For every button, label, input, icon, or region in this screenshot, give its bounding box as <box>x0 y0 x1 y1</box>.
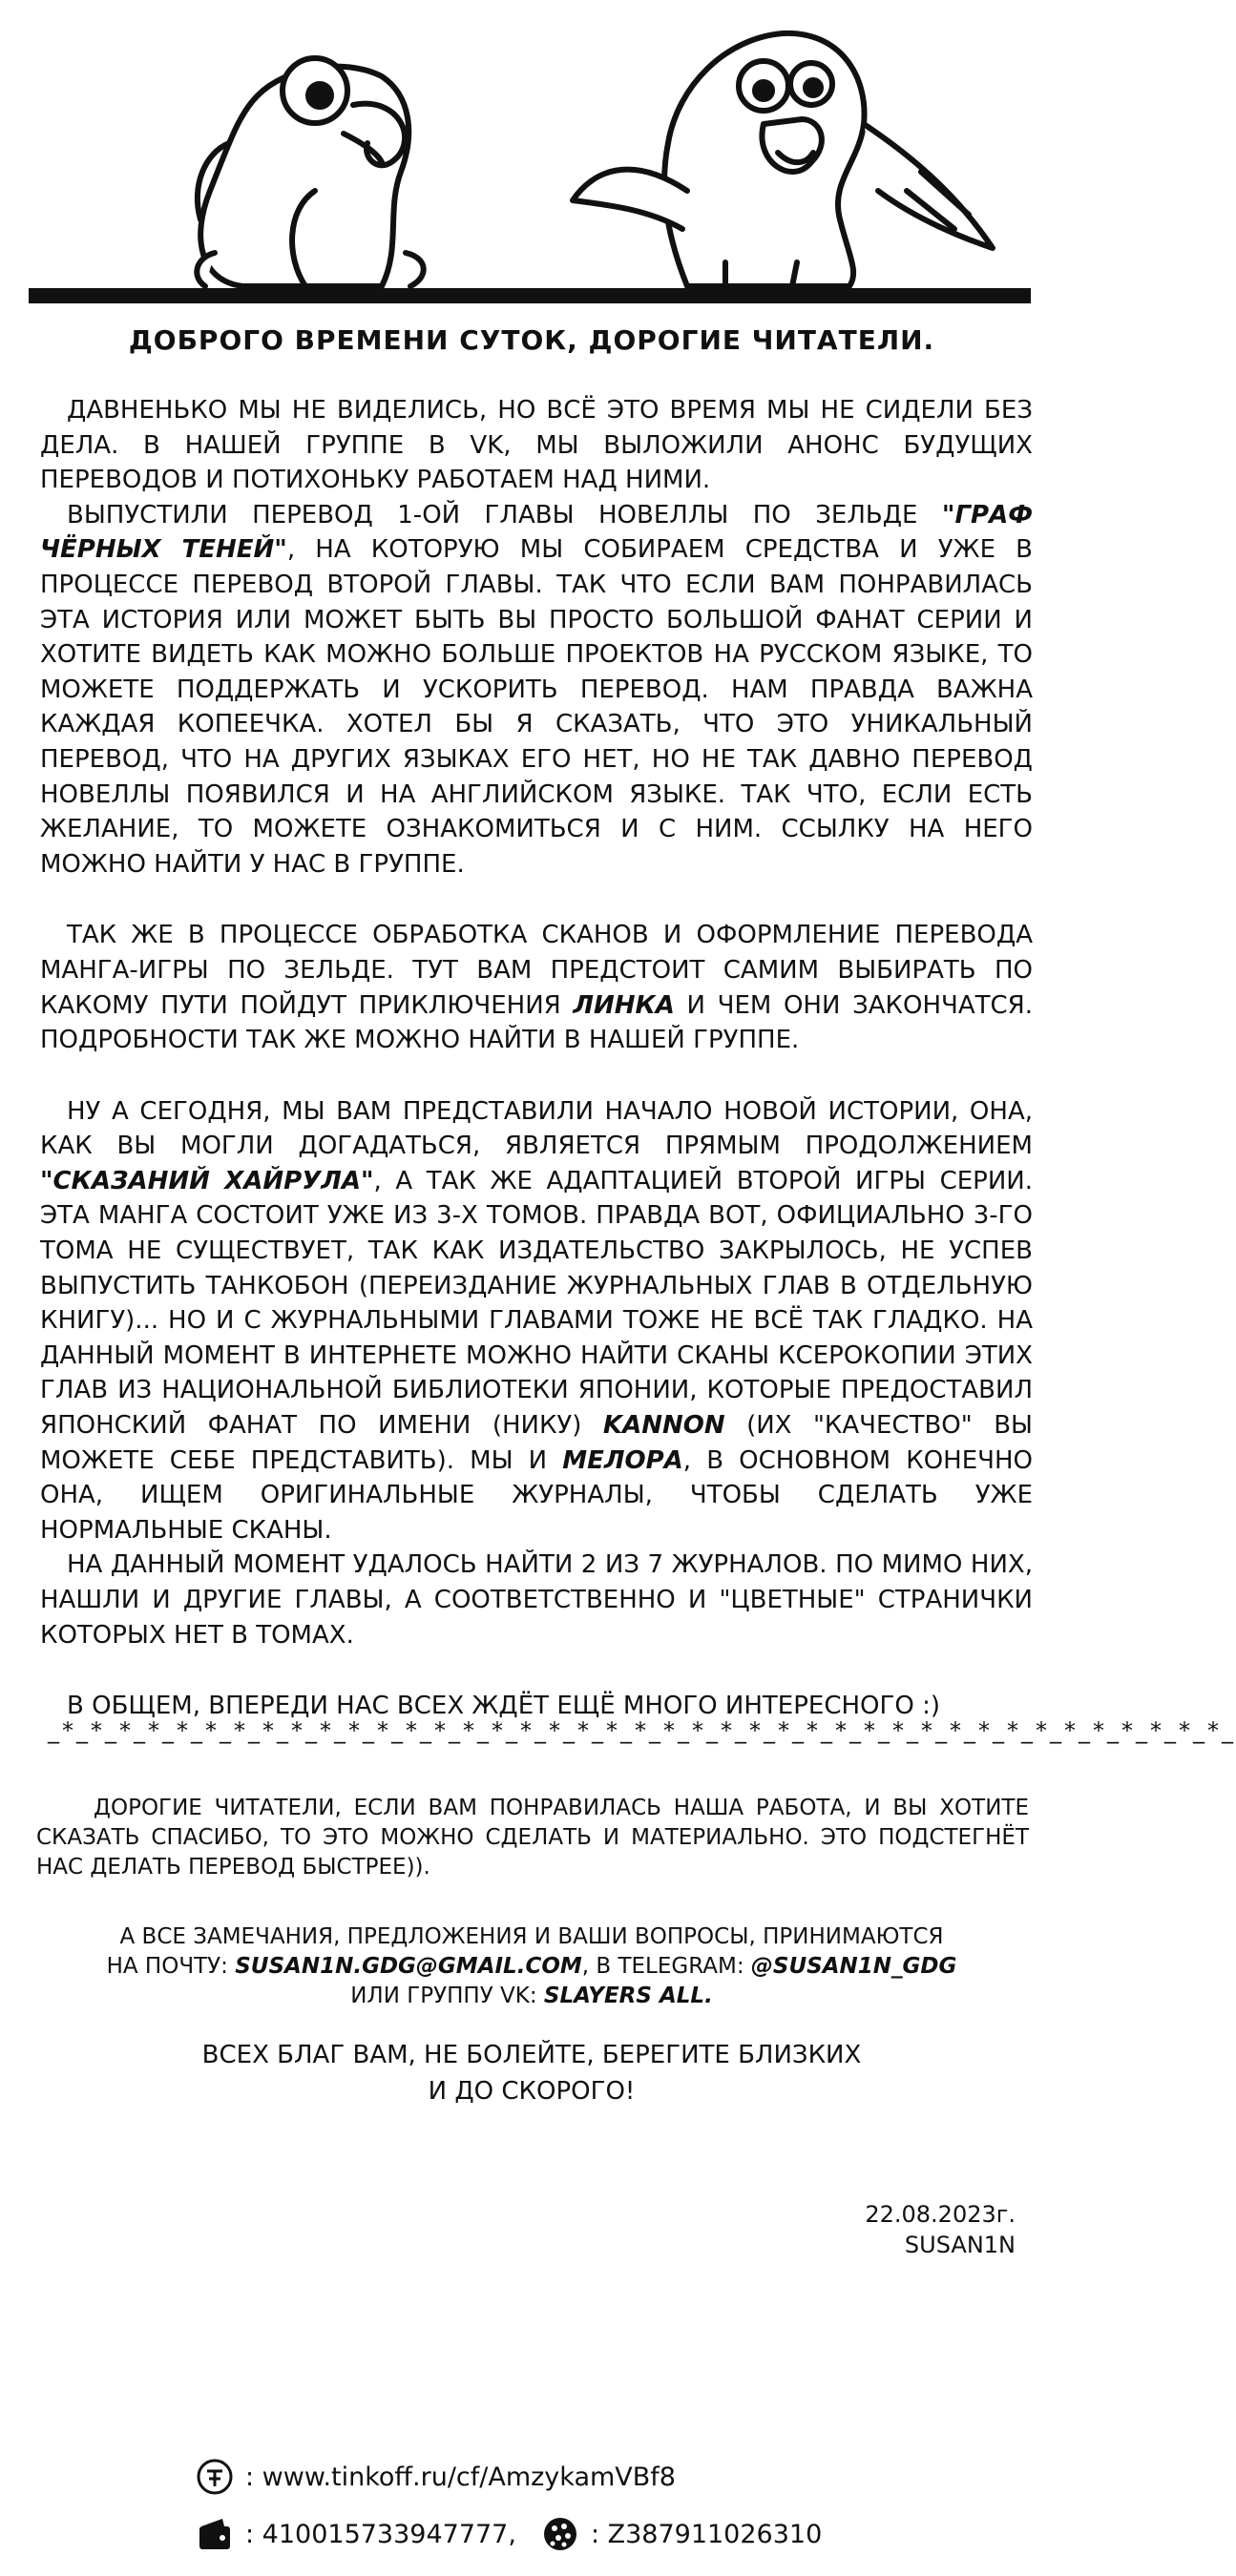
title-graf: "ГРАФ ЧЁРНЫХ ТЕНЕЙ" <box>40 500 1033 565</box>
tinkoff-row <box>196 2458 676 2496</box>
signature-name: SUSAN1N <box>904 2232 1016 2258</box>
name-kannon: KANNON <box>602 1411 725 1441</box>
page-heading: ДОБРОГО ВРЕМЕНИ СУТОК, ДОРОГИЕ ЧИТАТЕЛИ. <box>128 324 935 356</box>
name-melora: МЕЛОРА <box>562 1445 683 1475</box>
paragraph-manga-game: ТАК ЖЕ В ПРОЦЕССЕ ОБРАБОТКА СКАНОВ И ОФОРМЛЕНИЕ ПЕРЕВОДА МАНГА-ИГРЫ ПО ЗЕЛЬДЕ. ТУТ ВАМ ПРЕДСТОИТ САМИМ ВЫБИРАТЬ ПО КАКОМУ ПУТИ ПОЙДУТ ПРИКЛЮЧЕНИЯ ЛИНКА И ЧЕМ ОНИ ЗАКОНЧАТСЯ. ПОДРОБНОСТИ ТАК ЖЕ МОЖНО НАЙТИ В НАШЕЙ ГРУППЕ. <box>40 921 1033 1055</box>
yoomoney-wallet-icon <box>196 2515 234 2553</box>
tinkoff-logo-icon <box>196 2458 234 2496</box>
paragraph-group-news: ДАВНЕНЬКО МЫ НЕ ВИДЕЛИСЬ, НО ВСЁ ЭТО ВРЕМЯ МЫ НЕ СИДЕЛИ БЕЗ ДЕЛА. В НАШЕЙ ГРУППЕ В VK, МЫ ВЫЛОЖИЛИ АНОНС БУДУЩИХ ПЕРЕВОДОВ И ПОТИХОНЬКУ РАБОТАЕМ НАД НИМИ. <box>40 396 1033 495</box>
contacts-block: А ВСЕ ЗАМЕЧАНИЯ, ПРЕДЛОЖЕНИЯ И ВАШИ ВОПРОСЫ, ПРИНИМАЮТСЯ НА ПОЧТУ: SUSAN1N.GDG@GMAIL.COM, В TELEGRAM: @SUSAN1N_GDG ИЛИ ГРУППУ VK: SLAYERS ALL. <box>106 1924 957 2008</box>
vk-link[interactable]: SLAYERS ALL. <box>543 1984 713 2008</box>
telegram-link[interactable]: @SUSAN1N_GDG <box>750 1954 957 1979</box>
webmoney-number[interactable]: : Z387911026310 <box>590 2519 823 2549</box>
tinkoff-link[interactable]: : www.tinkoff.ru/cf/AmzykamVBf8 <box>245 2462 676 2492</box>
right-parrot <box>573 33 993 286</box>
paragraph-magazines: НА ДАННЫЙ МОМЕНТ УДАЛОСЬ НАЙТИ 2 ИЗ 7 ЖУРНАЛОВ. ПО МИМО НИХ, НАШЛИ И ДРУГИЕ ГЛАВЫ, А СООТВЕТСТВЕННО И "ЦВЕТНЫЕ" СТРАНИЧКИ КОТОРЫХ НЕТ В ТОМАХ. <box>40 1550 1033 1650</box>
title-hyrule: "СКАЗАНИЙ ХАЙРУЛА" <box>40 1166 374 1195</box>
wallets-row <box>196 2515 822 2553</box>
yoomoney-number[interactable]: : 410015733947777, <box>245 2519 516 2549</box>
paragraph-closing: В ОБЩЕМ, ВПЕРЕДИ НАС ВСЕХ ЖДЁТ ЕЩЁ МНОГО ИНТЕРЕСНОГО :) <box>67 1692 940 1721</box>
email-link[interactable]: SUSAN1N.GDG@GMAIL.COM <box>235 1954 582 1979</box>
paragraph-new-story: НУ А СЕГОДНЯ, МЫ ВАМ ПРЕДСТАВИЛИ НАЧАЛО НОВОЙ ИСТОРИИ, ОНА, КАК ВЫ МОГЛИ ДОГАДАТЬСЯ, ЯВЛЯЕТСЯ ПРЯМЫМ ПРОДОЛЖЕНИЕМ "СКАЗАНИЙ ХАЙРУЛА", А ТАК ЖЕ АДАПТАЦИЕЙ ВТОРОЙ ИГРЫ СЕРИИ. ЭТА МАНГА СОСТОИТ УЖЕ ИЗ 3-Х ТОМОВ. ПРАВДА ВОТ, ОФИЦИАЛЬНО 3-ГО ТОМА НЕ СУЩЕСТВУЕТ, ТАК КАК ИЗДАТЕЛЬСТВО ЗАКРЫЛОСЬ, НЕ УСПЕВ ВЫПУСТИТЬ ТАНКОБОН (ПЕРЕИЗДАНИЕ ЖУРНАЛЬНЫХ ГЛАВ В ОТДЕЛЬНУЮ КНИГУ)... НО И С ЖУРНАЛЬНЫМИ ГЛАВАМИ ТОЖЕ НЕ ВСЁ ТАК ГЛАДКО. НА ДАННЫЙ МОМЕНТ В ИНТЕРНЕТЕ МОЖНО НАЙТИ СКАНЫ КСЕРОКОПИИ ЭТИХ ГЛАВ ИЗ НАЦИОНАЛЬНОЙ БИБЛИОТЕКИ ЯПОНИИ, КОТОРЫЕ ПРЕДОСТАВИЛ ЯПОНСКИЙ ФАНАТ ПО ИМЕНИ (НИКУ) KANNON (ИХ "КАЧЕСТВО" ВЫ МОЖЕТЕ СЕБЕ ПРЕДСТАВИТЬ). МЫ И МЕЛОРА, В ОСНОВНОМ КОНЕЧНО ОНА, ИЩЕМ ОРИГИНАЛЬНЫЕ ЖУРНАЛЫ, ЧТОБЫ СДЕЛАТЬ УЖЕ НОРМАЛЬНЫЕ СКАНЫ. <box>40 1096 1033 1545</box>
parrots-illustration <box>0 0 1063 315</box>
webmoney-globe-icon <box>541 2515 579 2553</box>
floor-bar <box>29 288 1031 303</box>
paragraph-novel: ВЫПУСТИЛИ ПЕРЕВОД 1-ОЙ ГЛАВЫ НОВЕЛЛЫ ПО ЗЕЛЬДЕ "ГРАФ ЧЁРНЫХ ТЕНЕЙ", НА КОТОРУЮ МЫ СОБИРАЕМ СРЕДСТВА И УЖЕ В ПРОЦЕССЕ ПЕРЕВОД ВТОРОЙ ГЛАВЫ. ТАК ЧТО ЕСЛИ ВАМ ПОНРАВИЛАСЬ ЭТА ИСТОРИЯ ИЛИ МОЖЕТ БЫТЬ ВЫ ПРОСТО БОЛЬШОЙ ФАНАТ СЕРИИ И ХОТИТЕ ВИДЕТЬ КАК МОЖНО БОЛЬШЕ ПРОЕКТОВ НА РУССКОМ ЯЗЫКЕ, ТО МОЖЕТЕ ПОДДЕРЖАТЬ И УСКОРИТЬ ПЕРЕВОД. НАМ ПРАВДА ВАЖНА КАЖДАЯ КОПЕЕЧКА. ХОТЕЛ БЫ Я СКАЗАТЬ, ЧТО ЭТО УНИКАЛЬНЫЙ ПЕРЕВОД, ЧТО НА ДРУГИХ ЯЗЫКАХ ЕГО НЕТ, НО НЕ ТАК ДАВНО ПЕРЕВОД НОВЕЛЛЫ ПОЯВИЛСЯ И НА АНГЛИЙСКОМ ЯЗЫКЕ. ТАК ЧТО, ЕСЛИ ЕСТЬ ЖЕЛАНИЕ, ТО МОЖЕТЕ ОЗНАКОМИТЬСЯ И С НИМ. ССЫЛКУ НА НЕГО МОЖНО НАЙТИ У НАС В ГРУППЕ. <box>40 500 1033 879</box>
left-parrot <box>197 58 423 286</box>
star-divider: _*_*_*_*_*_*_*_*_*_*_*_*_*_*_*_*_*_*_*_*_*_*_*_*_*_*_*_*_*_*_*_*_*_*_*_*_*_*_*_*_*_ <box>48 1717 1236 1744</box>
main-text <box>40 393 1033 1724</box>
support-notice: ДОРОГИЕ ЧИТАТЕЛИ, ЕСЛИ ВАМ ПОНРАВИЛАСЬ НАША РАБОТА, И ВЫ ХОТИТЕ СКАЗАТЬ СПАСИБО, ТО ЭТО МОЖНО СДЕЛАТЬ И МАТЕРИАЛЬНО. ЭТО ПОДСТЕГНЁТ НАС ДЕЛАТЬ ПЕРЕВОД БЫСТРЕЕ)). <box>36 1796 1029 1880</box>
farewell-block: ВСЕХ БЛАГ ВАМ, НЕ БОЛЕЙТЕ, БЕРЕГИТЕ БЛИЗКИХ И ДО СКОРОГО! <box>201 2041 862 2106</box>
signature-date: 22.08.2023г. <box>865 2201 1016 2228</box>
signature-block <box>865 2199 1016 2260</box>
name-link: ЛИНКА <box>573 990 675 1020</box>
